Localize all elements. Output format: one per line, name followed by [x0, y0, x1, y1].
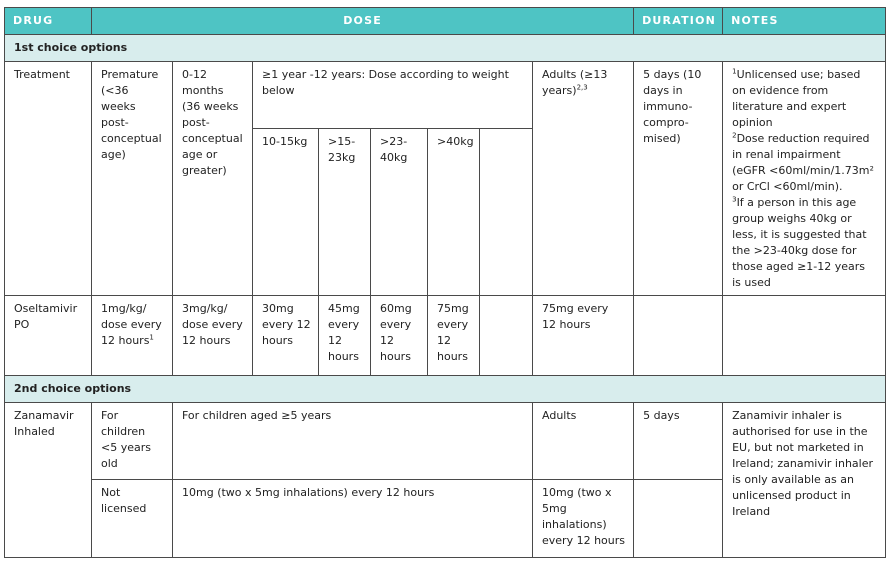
section-row-1st-choice	[5, 35, 886, 62]
zanamivir-empty-duration	[634, 480, 723, 558]
treatment-label: Treatment	[5, 62, 92, 296]
section-title: 1st choice options	[5, 35, 886, 62]
zanamivir-children-lt5: For children <5 years old	[92, 403, 173, 480]
premature-group: Premature (<36 weeks post-conceptual age)	[92, 62, 173, 296]
zanamivir-row	[5, 403, 886, 480]
adults-group	[533, 62, 634, 296]
dosing-table	[4, 7, 886, 558]
section-title: 2nd choice options	[5, 376, 886, 403]
weight-band-1: 10-15kg	[253, 128, 319, 295]
adults-group-text: Adults (≥13 years)	[542, 68, 608, 97]
oseltamivir-duration	[634, 296, 723, 376]
oseltamivir-empty-1	[480, 296, 533, 376]
treatment-row	[5, 62, 886, 129]
zanamivir-drug: Zanamavir Inhaled	[5, 403, 92, 558]
zanamivir-adult-dose: 10mg (two x 5mg inhalations) every 12 hours	[533, 480, 634, 558]
oseltamivir-notes	[723, 296, 886, 376]
zanamivir-child-dose: 10mg (two x 5mg inhalations) every 12 hours	[173, 480, 533, 558]
zanamivir-duration: 5 days	[634, 403, 723, 480]
zanamivir-not-licensed: Not licensed	[92, 480, 173, 558]
oseltamivir-w2: 45mg every 12 hours	[319, 296, 371, 376]
note-2: $^2$Dose reduction required in renal impairment (eGFR <60ml/min/1.73m² or CrCl <60ml/min).	[732, 131, 874, 193]
months-group: 0-12 months (36 weeks post-conceptual age or greater)	[173, 62, 253, 296]
zanamivir-children-ge5: For children aged ≥5 years	[173, 403, 533, 480]
section-row-2nd-choice	[5, 376, 886, 403]
oseltamivir-months: 3mg/kg/ dose every 12 hours	[173, 296, 253, 376]
oseltamivir-row	[5, 296, 886, 376]
treatment-duration: 5 days (10 days in immuno-compro-mised)	[634, 62, 723, 296]
zanamivir-notes: Zanamivir inhaler is authorised for use in the EU, but not marketed in Ireland; zanamivir inhaler is only available as an unlicensed product in Ireland	[723, 403, 886, 558]
header-drug: DRUG	[5, 8, 92, 35]
header-duration: DURATION	[634, 8, 723, 35]
treatment-notes	[723, 62, 886, 296]
header-row	[5, 8, 886, 35]
header-dose: DOSE	[92, 8, 634, 35]
note-3: $^3$If a person in this age group weighs 40kg or less, it is suggested that the >23-40kg dose for those aged ≥1-12 years is used	[732, 195, 867, 289]
oseltamivir-premature: 1mg/kg/ dose every 12 hours$^1$	[92, 296, 173, 376]
oseltamivir-w1: 30mg every 12 hours	[253, 296, 319, 376]
oseltamivir-adults: 75mg every 12 hours	[533, 296, 634, 376]
zanamivir-adults: Adults	[533, 403, 634, 480]
oseltamivir-w3: 60mg every 12 hours	[371, 296, 428, 376]
weight-band-4: >40kg	[428, 128, 480, 295]
header-notes: NOTES	[723, 8, 886, 35]
oseltamivir-w4: 75mg every 12 hours	[428, 296, 480, 376]
weight-band-2: >15-23kg	[319, 128, 371, 295]
oseltamivir-drug: Oseltamivir PO	[5, 296, 92, 376]
adults-group-sup: 2,3	[576, 83, 588, 92]
years-group: ≥1 year -12 years: Dose according to weight below	[253, 62, 533, 129]
note-1: $^1$Unlicensed use; based on evidence from literature and expert opinion	[732, 67, 861, 129]
weight-band-3: >23-40kg	[371, 128, 428, 295]
